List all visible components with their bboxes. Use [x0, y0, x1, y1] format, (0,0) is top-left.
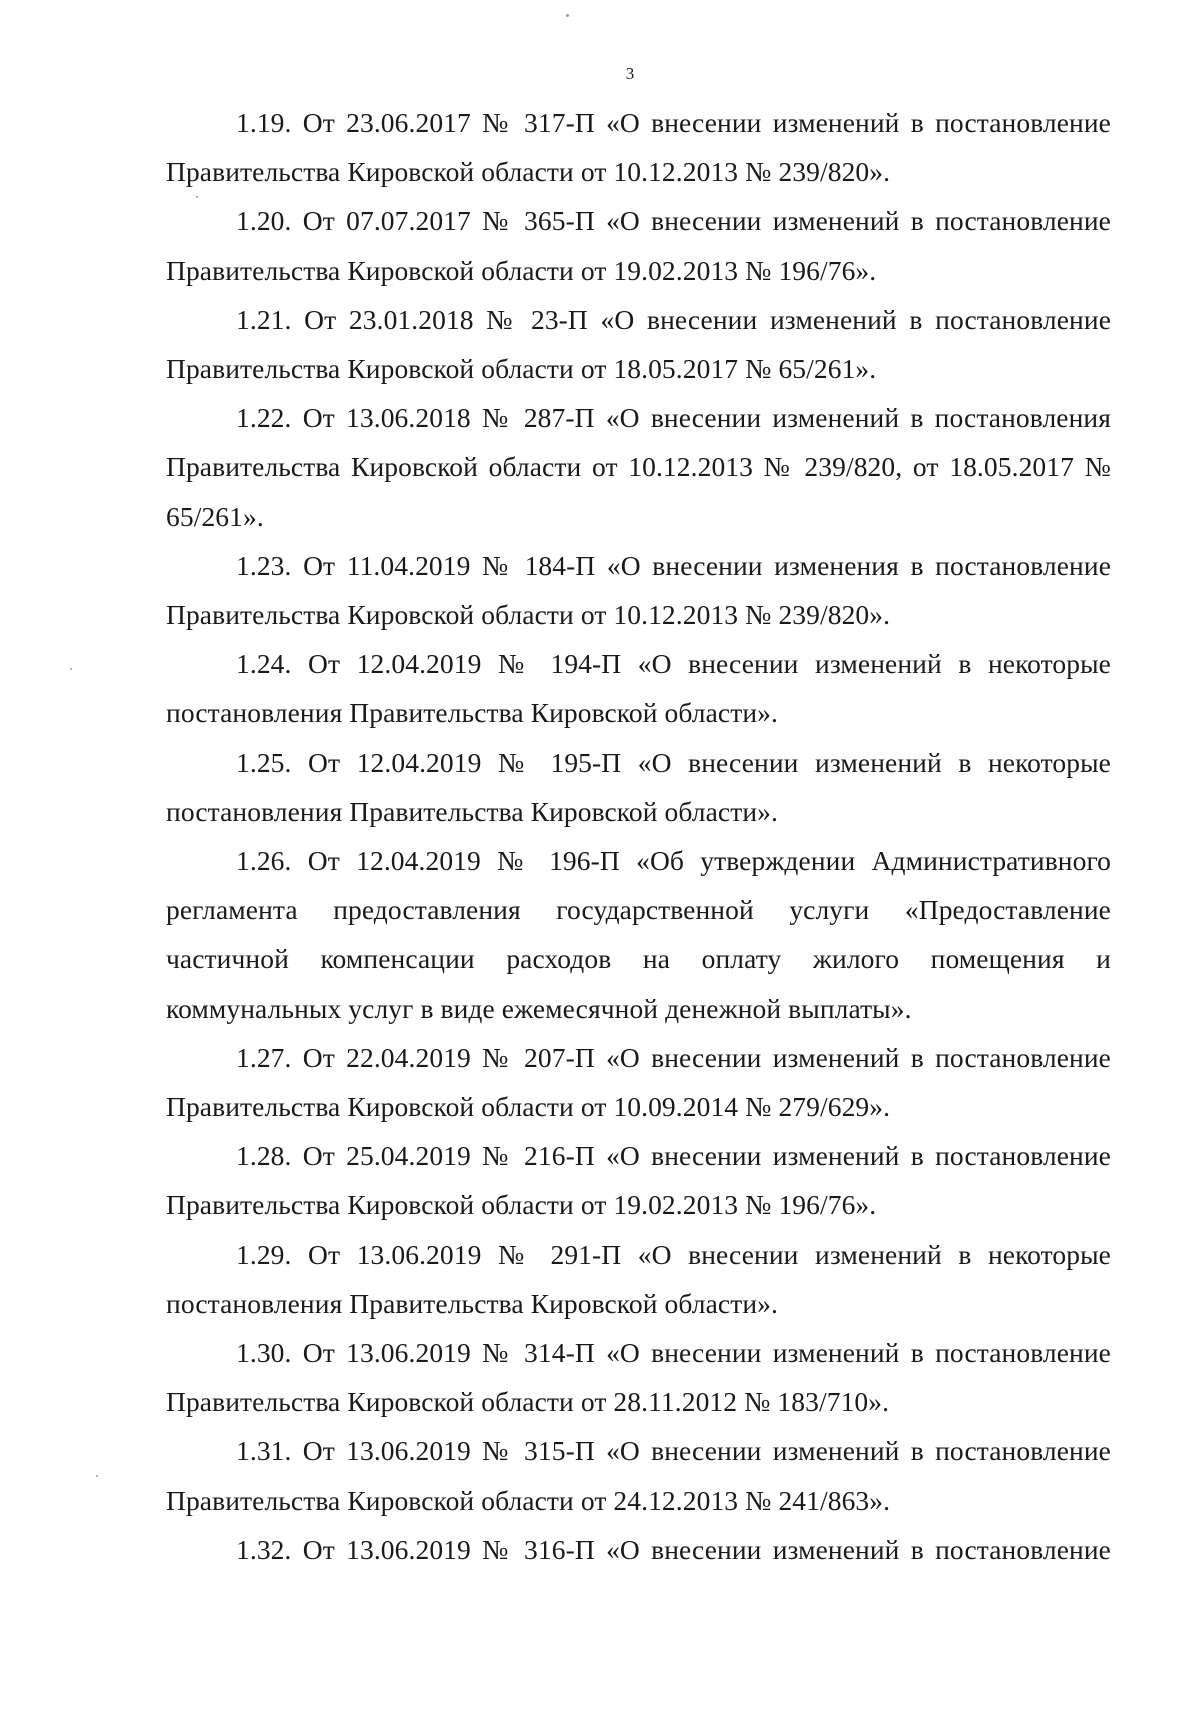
list-item-1-24: 1.24. От 12.04.2019 № 194-П «О внесении изменений в некоторые постановления Правительства Кировской области».: [166, 648, 1111, 729]
scan-speck: [96, 1475, 98, 1477]
list-item-1-31: 1.31. От 13.06.2019 № 315-П «О внесении изменений в постановление Правительства Кировской области от 24.12.2013 № 241/863».: [166, 1435, 1111, 1516]
list-item-1-30: 1.30. От 13.06.2019 № 314-П «О внесении изменений в постановление Правительства Кировской области от 28.11.2012 № 183/710».: [166, 1337, 1111, 1418]
list-item-1-21: 1.21. От 23.01.2018 № 23-П «О внесении изменений в постановление Правительства Кировской области от 18.05.2017 № 65/261».: [166, 303, 1111, 385]
page-number: 3: [625, 64, 635, 83]
list-item-1-20: 1.20. От 07.07.2017 № 365-П «О внесении изменений в постановление Правительства Кировской области от 19.02.2013 № 196/76».: [166, 205, 1111, 286]
list-item-1-19: 1.19. От 23.06.2017 № 317-П «О внесении изменений в постановление Правительства Кировской области от 10.12.2013 № 239/820».: [166, 107, 1111, 188]
list-item-1-27: 1.27. От 22.04.2019 № 207-П «О внесении изменений в постановление Правительства Кировской области от 10.09.2014 № 279/629».: [166, 1041, 1111, 1123]
list-item-1-29: 1.29. От 13.06.2019 № 291-П «О внесении изменений в некоторые постановления Правительства Кировской области».: [166, 1238, 1111, 1319]
scan-speck: [566, 14, 569, 17]
list-item-1-28: 1.28. От 25.04.2019 № 216-П «О внесении изменений в постановление Правительства Кировской области от 19.02.2013 № 196/76».: [166, 1140, 1111, 1221]
list-item-1-32: 1.32. От 13.06.2019 № 316-П «О внесении изменений в постановление: [236, 1533, 1111, 1565]
scan-speck: [70, 668, 72, 670]
list-item-1-23: 1.23. От 11.04.2019 № 184-П «О внесении изменения в постановление Правительства Кировской области от 10.12.2013 № 239/820».: [166, 549, 1111, 631]
document-body: [166, 98, 1111, 1574]
list-item-1-26: 1.26. От 12.04.2019 № 196-П «Об утверждении Административного регламента предоставления государственной услуги «Предоставление частичной компенсации расходов на оплату жилого помещения и коммунальных услуг в виде ежемесячной денежной выплаты».: [166, 845, 1111, 1024]
list-item-1-22: 1.22. От 13.06.2018 № 287-П «О внесении изменений в постановления Правительства Кировской области от 10.12.2013 № 239/820, от 18.05.2017 № 65/261».: [166, 402, 1111, 532]
list-item-1-25: 1.25. От 12.04.2019 № 195-П «О внесении изменений в некоторые постановления Правительства Кировской области».: [166, 746, 1111, 827]
